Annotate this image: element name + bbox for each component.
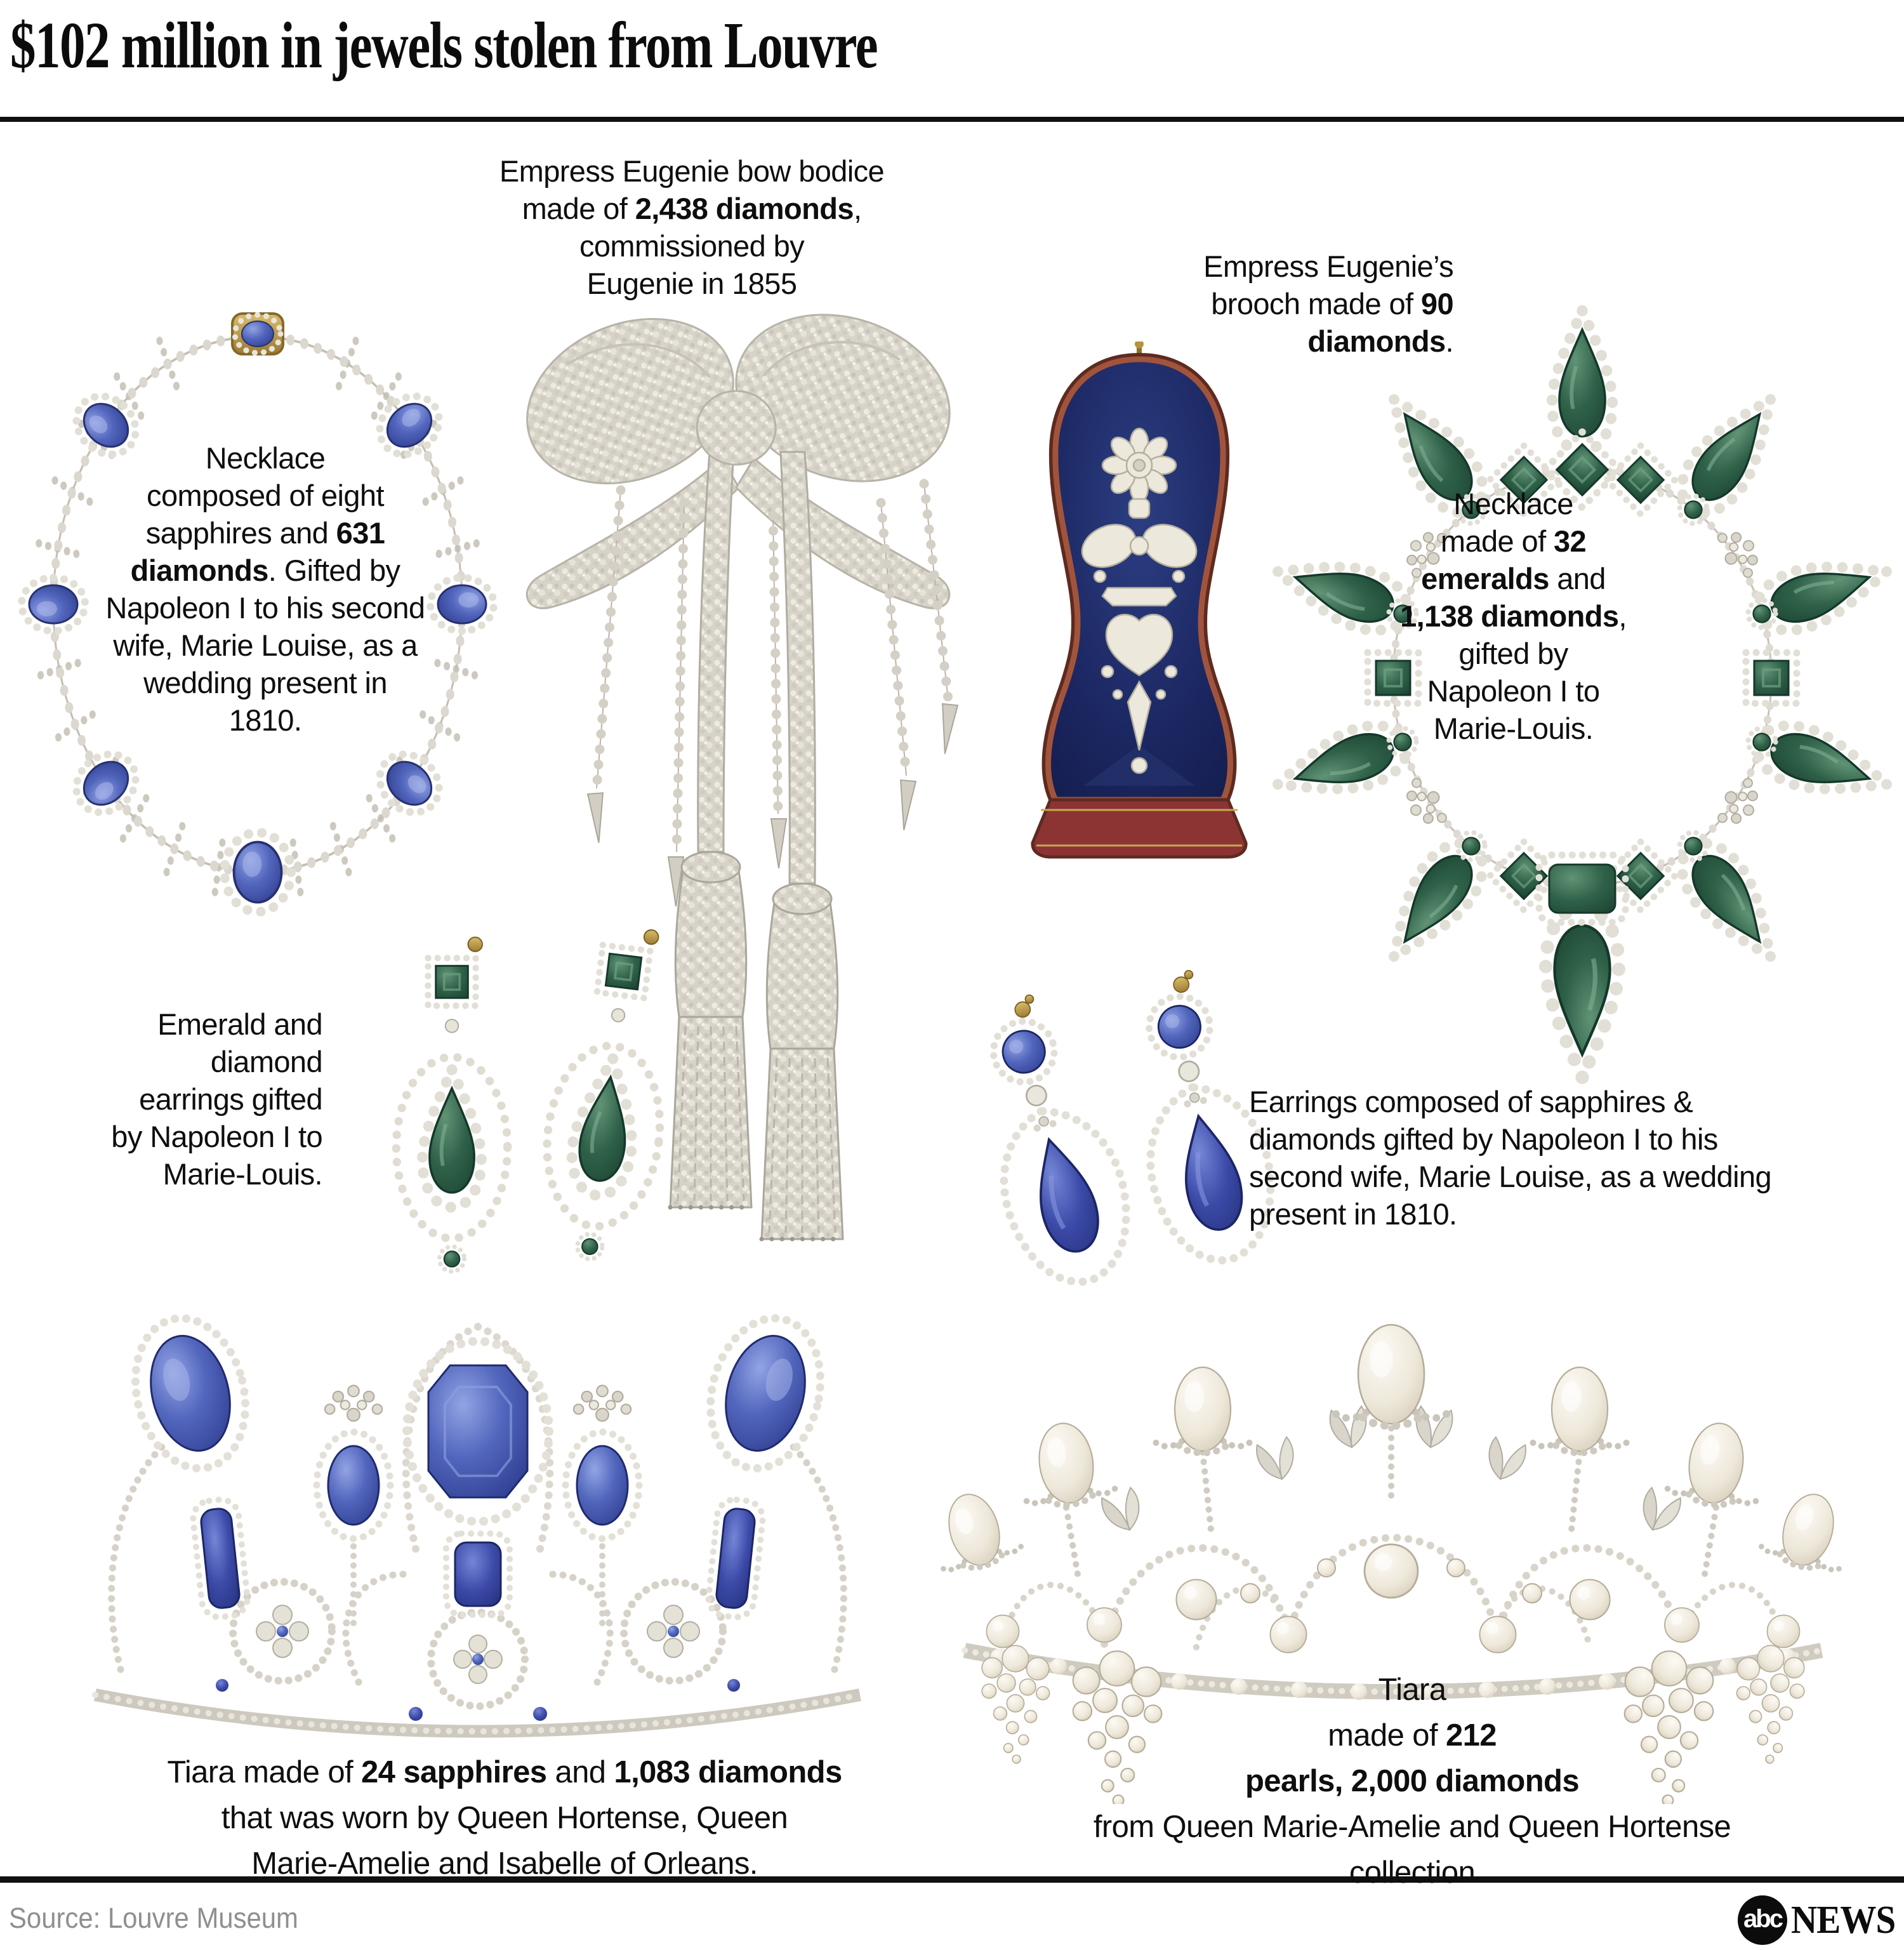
abc-news-wordmark: NEWS [1791, 1898, 1896, 1942]
bow-bodice-caption: Empress Eugenie bow bodice made of 2,438 diamonds, commissioned by Eugenie in 1855 [499, 154, 885, 300]
emerald-earrings-image [350, 913, 729, 1327]
emerald-necklace-caption: Necklace made of 32 emeralds and 1,138 diamonds, gifted by Napoleon I to Marie-Louis. [1400, 487, 1627, 745]
sapphire-earrings-illustration [922, 952, 1277, 1333]
brooch-caption: Empress Eugenie’s brooch made of 90 diamonds. [1203, 249, 1453, 358]
necklace-clasp [232, 314, 283, 354]
brooch-case-image [1012, 342, 1266, 875]
sapphire-tiara-image [60, 1276, 895, 1760]
emerald-earrings-illustration [350, 913, 729, 1327]
sapphire-tiara-illustration [60, 1276, 895, 1760]
sapphire-earrings-image [922, 952, 1277, 1333]
title-divider [0, 117, 1904, 122]
sapphire-earrings-caption: Earrings composed of sapphires & diamonds gifted by Napoleon I to his second wife, Marie Louise, as a wedding present in 1810. [1249, 1085, 1772, 1231]
sapphire-necklace-caption: Necklace composed of eight sapphires and 631 diamonds. Gifted by Napoleon I to his second wife, Marie Louise, as a wedding present in 1810. [105, 441, 425, 737]
abc-logo-icon: abc [1738, 1895, 1787, 1945]
sapphire-tiara-caption: Tiara made of 24 sapphires and 1,083 diamonds that was worn by Queen Hortense, Queen Marie-Amelie and Isabelle of Orleans. [167, 1755, 842, 1881]
pearl-tiara-caption: Tiara made of 212 pearls, 2,000 diamonds from Queen Marie-Amelie and Queen Hortense collection [1093, 1673, 1731, 1890]
page-title: $102 million in jewels stolen from Louvre [10, 9, 878, 82]
source-credit: Source: Louvre Museum [9, 1902, 298, 1934]
brooch-case-illustration [1012, 342, 1266, 875]
abc-news-logo [1738, 1895, 1904, 1945]
emerald-earrings-caption: Emerald and diamond earrings gifted by Napoleon I to Marie-Louis. [111, 1007, 322, 1191]
